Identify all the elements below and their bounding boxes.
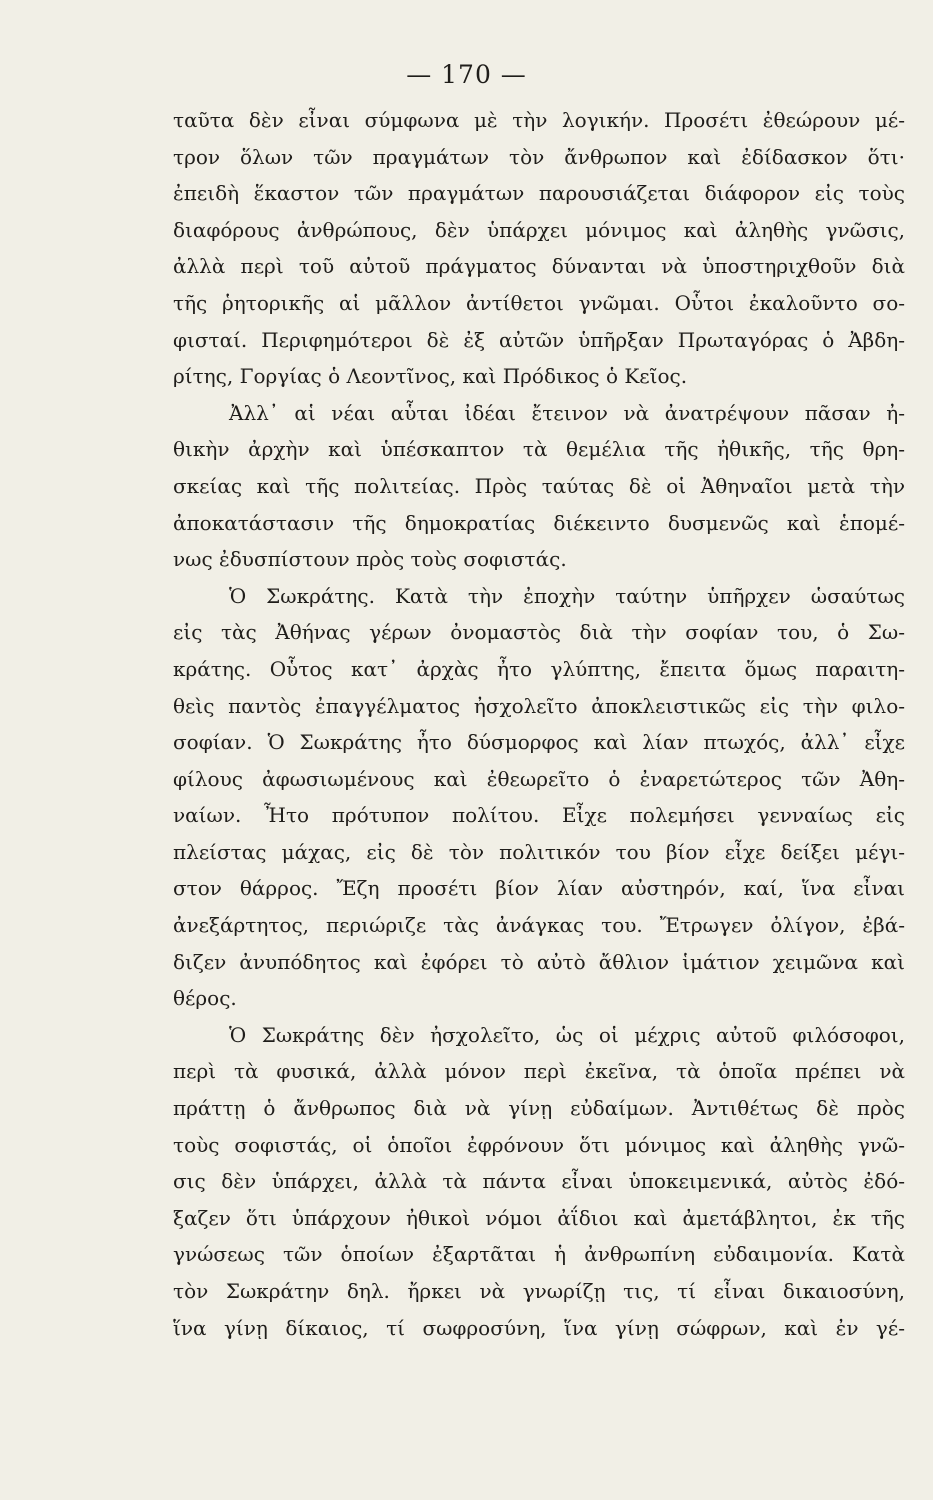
text-line: τὸν Σωκράτην δηλ. ἤρκει νὰ γνωρίζῃ τις, τί εἶναι δικαιοσύνη, <box>173 1279 905 1303</box>
text-line: νως ἐδυσπίστουν πρὸς τοὺς σοφιστάς. <box>173 547 567 572</box>
text-line: γνώσεως τῶν ὁποίων ἐξαρτᾶται ἡ ἀνθρωπίνη εὐδαιμονία. Κατὰ <box>173 1242 905 1267</box>
text-line: ναίων. Ἦτο πρότυπον πολίτου. Εἶχε πολεμήσει γενναίως εἰς <box>173 803 905 828</box>
text-line: ἀποκατάστασιν τῆς δημοκρατίας διέκειντο δυσμενῶς καὶ ἑπομέ- <box>173 510 905 535</box>
page-number: — 170 — <box>406 60 527 89</box>
text-line: θικὴν ἀρχὴν καὶ ὑπέσκαπτον τὰ θεμέλια τῆς ἠθικῆς, τῆς θρη- <box>173 437 905 462</box>
text-line: Ὁ Σωκράτης δὲν ἠσχολεῖτο, ὡς οἱ μέχρις αὐτοῦ φιλόσοφοι, <box>229 1022 905 1047</box>
text-line: στον θάρρος. Ἔζη προσέτι βίον λίαν αὐστηρόν, καί, ἵνα εἶναι <box>173 876 905 901</box>
text-line: Ἀλλ᾿ αἱ νέαι αὗται ἰδέαι ἔτεινον νὰ ἀνατρέψουν πᾶσαν ἠ- <box>229 400 905 425</box>
text-line: φισταί. Περιφημότεροι δὲ ἐξ αὐτῶν ὑπῆρξαν Πρωταγόρας ὁ Ἀβδη- <box>173 327 905 352</box>
text-line: σκείας καὶ τῆς πολιτείας. Πρὸς ταύτας δὲ οἱ Ἀθηναῖοι μετὰ τὴν <box>173 473 905 498</box>
text-line: ταῦτα δὲν εἶναι σύμφωνα μὲ τὴν λογικήν. Προσέτι ἐθεώρουν μέ- <box>173 108 905 132</box>
text-line: ξαζεν ὅτι ὑπάρχουν ἠθικοὶ νόμοι ἀΐδιοι καὶ ἀμετάβλητοι, ἐκ τῆς <box>173 1205 905 1230</box>
text-line: κράτης. Οὗτος κατ᾿ ἀρχὰς ἦτο γλύπτης, ἔπειτα ὅμως παραιτη- <box>173 656 905 681</box>
text-line: φίλους ἀφωσιωμένους καὶ ἐθεωρεῖτο ὁ ἐναρετώτερος τῶν Ἀθη- <box>173 766 905 791</box>
text-line: ρίτης, Γοργίας ὁ Λεοντῖνος, καὶ Πρόδικος ὁ Κεῖος. <box>173 364 688 389</box>
text-line: ἀλλὰ περὶ τοῦ αὐτοῦ πράγματος δύνανται νὰ ὑποστηριχθοῦν διὰ <box>173 254 905 279</box>
text-line: θέρος. <box>173 986 237 1011</box>
text-line: τοὺς σοφιστάς, οἱ ὁποῖοι ἐφρόνουν ὅτι μόνιμος καὶ ἀληθὴς γνῶ- <box>173 1132 905 1157</box>
text-line: τῆς ῥητορικῆς αἱ μᾶλλον ἀντίθετοι γνῶμαι. Οὗτοι ἐκαλοῦντο σο- <box>173 290 905 315</box>
text-line: διαφόρους ἀνθρώπους, δὲν ὑπάρχει μόνιμος καὶ ἀληθὴς γνῶσις, <box>173 217 905 242</box>
text-line: θεὶς παντὸς ἐπαγγέλματος ἠσχολεῖτο ἀποκλειστικῶς εἰς τὴν φιλο- <box>173 693 905 718</box>
text-line: εἰς τὰς Ἀθήνας γέρων ὀνομαστὸς διὰ τὴν σοφίαν του, ὁ Σω- <box>173 620 905 645</box>
text-line: πλείστας μάχας, εἰς δὲ τὸν πολιτικόν του βίον εἶχε δείξει μέγι- <box>173 839 905 864</box>
text-line: διζεν ἀνυπόδητος καὶ ἐφόρει τὸ αὐτὸ ἄθλιον ἱμάτιον χειμῶνα καὶ <box>173 949 905 974</box>
text-line: τρον ὅλων τῶν πραγμάτων τὸν ἄνθρωπον καὶ ἐδίδασκον ὅτι· <box>173 144 905 169</box>
text-line: ἀνεξάρτητος, περιώριζε τὰς ἀνάγκας του. Ἔτρωγεν ὀλίγον, ἐβά- <box>173 913 905 938</box>
text-line: ἐπειδὴ ἕκαστον τῶν πραγμάτων παρουσιάζεται διάφορον εἰς τοὺς <box>173 181 905 206</box>
text-line: Ὁ Σωκράτης. Κατὰ τὴν ἐποχὴν ταύτην ὑπῆρχεν ὡσαύτως <box>229 583 905 608</box>
body-text <box>173 102 905 1346</box>
text-line: σοφίαν. Ὁ Σωκράτης ἦτο δύσμορφος καὶ λίαν πτωχός, ἀλλ᾿ εἶχε <box>173 730 905 755</box>
text-line: σις δὲν ὑπάρχει, ἀλλὰ τὰ πάντα εἶναι ὑποκειμενικά, αὐτὸς ἐδό- <box>173 1169 905 1194</box>
text-line: περὶ τὰ φυσικά, ἀλλὰ μόνον περὶ ἐκεῖνα, τὰ ὁποῖα πρέπει νὰ <box>173 1059 905 1084</box>
text-line: πράττῃ ὁ ἄνθρωπος διὰ νὰ γίνῃ εὐδαίμων. Ἀντιθέτως δὲ πρὸς <box>173 1096 905 1121</box>
text-line: ἵνα γίνῃ δίκαιος, τί σωφροσύνη, ἵνα γίνῃ σώφρων, καὶ ἐν γέ- <box>173 1315 905 1340</box>
